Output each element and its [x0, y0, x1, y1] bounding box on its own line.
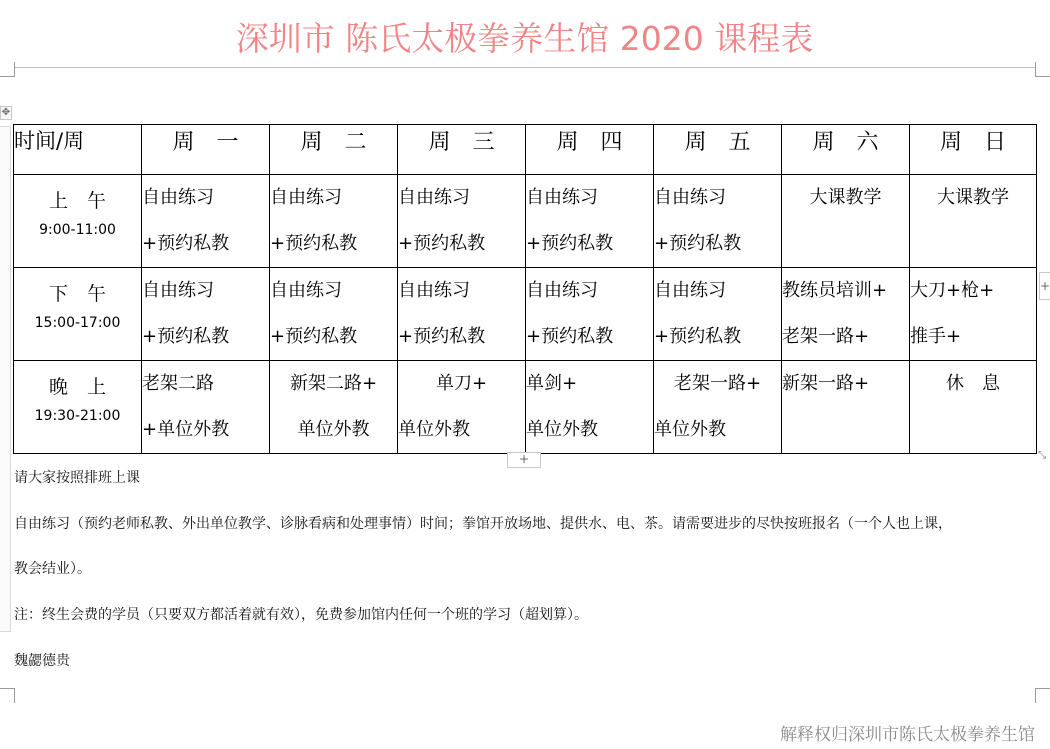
crop-mark-top-left [0, 62, 15, 77]
crop-mark-bottom-right [1035, 688, 1050, 703]
class-line: +预约私教 [398, 233, 486, 254]
day-header-fri: 周 五 [654, 125, 782, 175]
class-line: 自由练习 [142, 280, 214, 301]
schedule-cell [398, 361, 526, 454]
schedule-cell [270, 268, 398, 361]
schedule-cell [526, 175, 654, 268]
class-line: 大课教学 [809, 187, 882, 208]
schedule-table [13, 124, 1037, 454]
class-line: +预约私教 [654, 233, 742, 254]
class-line: 老架一路+ [673, 373, 762, 394]
class-line: 单位外教 [526, 419, 598, 440]
schedule-cell [142, 175, 270, 268]
schedule-cell [398, 268, 526, 361]
schedule-cell [910, 175, 1037, 268]
note-line: 请大家按照排班上课 [14, 470, 140, 486]
corner-header: 时间/周 [14, 125, 142, 175]
class-line: 老架二路 [142, 373, 214, 394]
schedule-cell [142, 268, 270, 361]
class-line: +预约私教 [526, 233, 614, 254]
schedule-cell [142, 361, 270, 454]
schedule-cell [910, 268, 1037, 361]
time-slot-name: 上 午 [48, 190, 106, 212]
class-line: 单位外教 [654, 419, 726, 440]
class-line [782, 221, 909, 267]
time-cell-morning [14, 175, 142, 268]
schedule-cell [526, 361, 654, 454]
schedule-cell [782, 268, 910, 361]
class-line: 自由练习 [654, 187, 726, 208]
class-line: 教练员培训+ [782, 280, 888, 301]
class-line: +预约私教 [270, 233, 358, 254]
note-line: 魏勰德贵 [14, 653, 70, 669]
schedule-cell [782, 175, 910, 268]
class-line: 新架二路+ [289, 373, 378, 394]
time-cell-afternoon [14, 268, 142, 361]
add-row-button[interactable]: + [507, 452, 541, 468]
schedule-cell [654, 175, 782, 268]
note-line: 注：终生会费的学员（只要双方都活着就有效），免费参加馆内任何一个班的学习（超划算）。 [14, 607, 588, 623]
class-line: 单位外教 [297, 419, 370, 440]
note-line: 自由练习（预约老师私教、外出单位教学、诊脉看病和处理事情）时间；拳馆开放场地、提供水、电、茶。请需要进步的尽快按班报名（一个人也上课， [14, 516, 952, 532]
class-line: +预约私教 [142, 233, 230, 254]
class-line: 自由练习 [526, 280, 598, 301]
class-line: 休 息 [946, 373, 1000, 394]
schedule-cell [526, 268, 654, 361]
document-title: 深圳市 陈氏太极拳养生馆 2020 课程表 [235, 19, 814, 58]
schedule-cell [270, 175, 398, 268]
day-header-wed: 周 三 [398, 125, 526, 175]
class-line: 自由练习 [398, 187, 470, 208]
class-line: +预约私教 [526, 326, 614, 347]
class-line: 单剑+ [526, 373, 578, 394]
header-rule [14, 67, 1035, 68]
class-line: 自由练习 [526, 187, 598, 208]
class-line: 推手+ [910, 326, 962, 347]
time-cell-evening [14, 361, 142, 454]
table-row-morning [14, 175, 1037, 268]
schedule-cell [654, 361, 782, 454]
day-header-sat: 周 六 [782, 125, 910, 175]
table-move-handle-icon[interactable]: ✥ [1, 107, 11, 118]
class-line [910, 407, 1036, 453]
class-line: 单位外教 [398, 419, 470, 440]
class-line: +单位外教 [142, 419, 230, 440]
day-header-thu: 周 四 [526, 125, 654, 175]
schedule-cell [654, 268, 782, 361]
note-line: 教会结业）。 [14, 561, 91, 577]
schedule-cell [398, 175, 526, 268]
time-slot-name: 晚 上 [48, 376, 106, 398]
left-ruler-bar [0, 126, 11, 632]
table-header-row [14, 125, 1037, 175]
time-slot-range: 9:00-11:00 [39, 222, 116, 238]
class-line: 新架一路+ [782, 373, 870, 394]
crop-mark-top-right [1035, 62, 1050, 77]
time-slot-range: 19:30-21:00 [34, 408, 121, 424]
day-header-sun: 周 日 [910, 125, 1037, 175]
footer-disclaimer: 解释权归深圳市陈氏太极拳养生馆 [780, 725, 1035, 745]
table-row-evening [14, 361, 1037, 454]
class-line: 自由练习 [270, 187, 342, 208]
schedule-cell [782, 361, 910, 454]
class-line: 自由练习 [142, 187, 214, 208]
class-line: 大刀+枪+ [910, 280, 995, 301]
class-line: +预约私教 [654, 326, 742, 347]
add-column-button[interactable]: + [1039, 272, 1050, 300]
class-line: +预约私教 [270, 326, 358, 347]
class-line: +预约私教 [142, 326, 230, 347]
class-line [910, 221, 1036, 267]
schedule-cell [910, 361, 1037, 454]
class-line: 单刀+ [435, 373, 488, 394]
time-slot-name: 下 午 [48, 283, 106, 305]
table-resize-handle-icon[interactable]: ⤡ [1038, 450, 1046, 461]
crop-mark-bottom-left [0, 688, 15, 703]
class-line: 自由练习 [398, 280, 470, 301]
class-line: 自由练习 [654, 280, 726, 301]
class-line: 大课教学 [937, 187, 1009, 208]
class-line: 老架一路+ [782, 326, 870, 347]
class-line: 自由练习 [270, 280, 342, 301]
class-line [782, 407, 909, 453]
class-line: +预约私教 [398, 326, 486, 347]
day-header-mon: 周 一 [142, 125, 270, 175]
day-header-tue: 周 二 [270, 125, 398, 175]
time-slot-range: 15:00-17:00 [34, 315, 121, 331]
schedule-cell [270, 361, 398, 454]
table-row-afternoon [14, 268, 1037, 361]
